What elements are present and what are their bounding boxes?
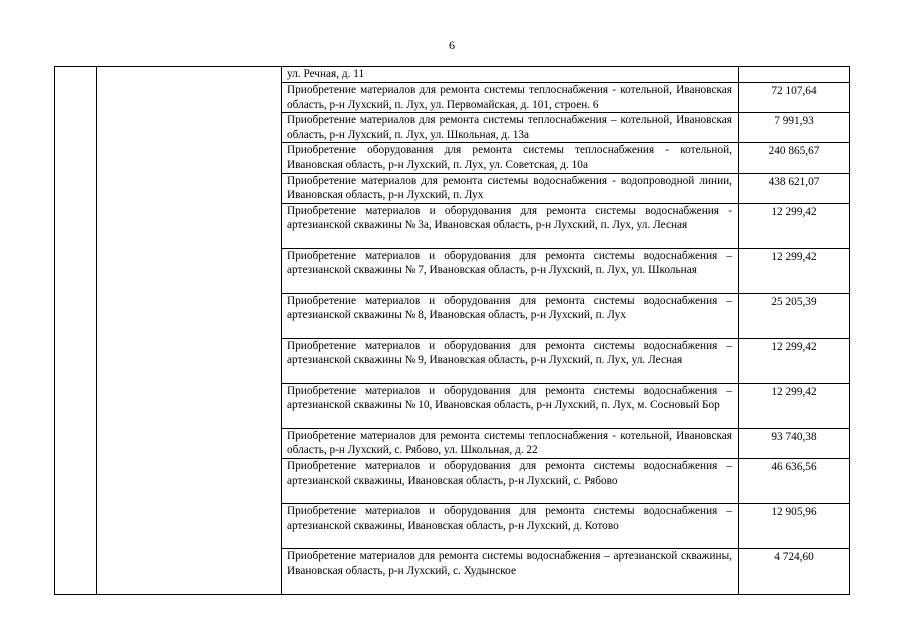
amount-cell: 7 991,93 xyxy=(739,113,850,143)
description-cell: Приобретение материалов и оборудования для ремонта системы водоснабжения – артезианской скважины, Ивановская область, р-н Лухский, д. Котово xyxy=(282,503,739,548)
amount-cell: 25 205,39 xyxy=(739,293,850,338)
number-column-cell xyxy=(55,67,97,595)
description-cell: Приобретение оборудования для ремонта системы теплоснабжения - котельной, Ивановская область, р-н Лухский, п. Лух, ул. Советская, д. 10а xyxy=(282,143,739,173)
description-cell: Приобретение материалов и оборудования для ремонта системы водоснабжения – артезианской скважины, Ивановская область, р-н Лухский, с. Рябово xyxy=(282,458,739,503)
amount-cell: 438 621,07 xyxy=(739,173,850,203)
description-cell: ул. Речная, д. 11 xyxy=(282,67,739,83)
amount-cell: 12 299,42 xyxy=(739,338,850,383)
amount-cell: 93 740,38 xyxy=(739,428,850,458)
amount-cell: 46 636,56 xyxy=(739,458,850,503)
name-column-cell xyxy=(97,67,282,595)
amount-cell: 72 107,64 xyxy=(739,83,850,113)
description-cell: Приобретение материалов для ремонта системы теплоснабжения - котельной, Ивановская область, р-н Лухский, п. Лух, ул. Первомайская, д. 101, строен. 6 xyxy=(282,83,739,113)
description-cell: Приобретение материалов и оборудования для ремонта системы водоснабжения – артезианской скважины № 8, Ивановская область, р-н Лухский, п. Лух xyxy=(282,293,739,338)
page-number: 6 xyxy=(449,38,455,52)
amount-cell: 4 724,60 xyxy=(739,548,850,594)
description-cell: Приобретение материалов и оборудования для ремонта системы водоснабжения - артезианской скважины № 3а, Ивановская область, р-н Лухский, п. Лух, ул. Лесная xyxy=(282,203,739,248)
description-cell: Приобретение материалов для ремонта системы теплоснабжения - котельной, Ивановская область, р-н Лухский, с. Рябово, ул. Школьная, д. 22 xyxy=(282,428,739,458)
amount-cell: 12 905,96 xyxy=(739,503,850,548)
description-cell: Приобретение материалов для ремонта системы водоснабжения - водопроводной линии, Ивановская область, р-н Лухский, п. Лух xyxy=(282,173,739,203)
table-row xyxy=(55,67,850,83)
amount-cell: 12 299,42 xyxy=(739,383,850,428)
description-cell: Приобретение материалов и оборудования для ремонта системы водоснабжения – артезианской скважины № 7, Ивановская область, р-н Лухский, п. Лух, ул. Школьная xyxy=(282,248,739,293)
amount-cell: 240 865,67 xyxy=(739,143,850,173)
amount-cell xyxy=(739,67,850,83)
amount-cell: 12 299,42 xyxy=(739,203,850,248)
budget-table xyxy=(54,66,850,595)
description-cell: Приобретение материалов и оборудования для ремонта системы водоснабжения – артезианской скважины № 9, Ивановская область, р-н Лухский, п. Лух, ул. Лесная xyxy=(282,338,739,383)
description-cell: Приобретение материалов для ремонта системы теплоснабжения – котельной, Ивановская область, р-н Лухский, п. Лух, ул. Школьная, д. 13а xyxy=(282,113,739,143)
amount-cell: 12 299,42 xyxy=(739,248,850,293)
description-cell: Приобретение материалов для ремонта системы водоснабжения – артезианской скважины, Ивановская область, р-н Лухский, с. Худынское xyxy=(282,548,739,594)
description-cell: Приобретение материалов и оборудования для ремонта системы водоснабжения – артезианской скважины № 10, Ивановская область, р-н Лухский, п. Лух, м. Сосновый Бор xyxy=(282,383,739,428)
